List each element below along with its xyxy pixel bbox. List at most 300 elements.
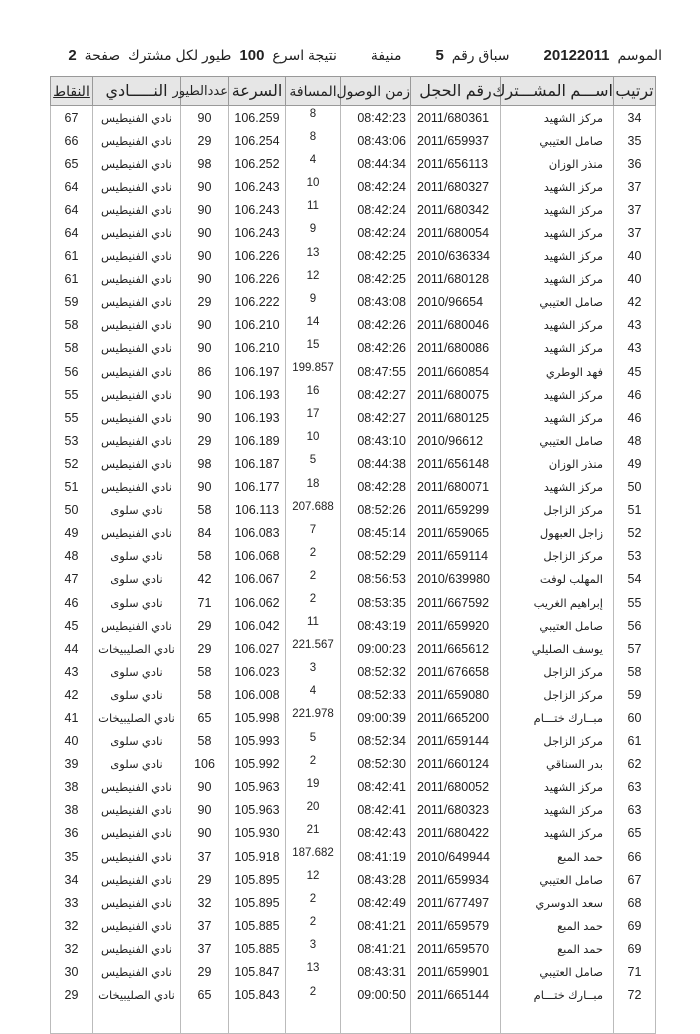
- table-row: [51, 937, 656, 960]
- season-label: الموسم: [617, 47, 662, 63]
- arrival-cell: 08:43:06: [341, 129, 411, 152]
- club-cell: نادي سلوى: [93, 499, 181, 522]
- name-cell: منذر الوزان: [501, 152, 614, 175]
- rank-cell: 37: [614, 175, 656, 198]
- arrival-cell: 09:00:39: [341, 706, 411, 729]
- club-cell: نادي سلوى: [93, 660, 181, 683]
- speed-cell: 106.189: [229, 429, 286, 452]
- rank-cell: 34: [614, 106, 656, 130]
- arrival-cell: 08:42:25: [341, 245, 411, 268]
- rank-cell: 43: [614, 337, 656, 360]
- points-cell: 64: [51, 198, 93, 221]
- ring-cell: 2011/656113: [411, 152, 501, 175]
- points-cell: 47: [51, 568, 93, 591]
- speed-cell: 105.963: [229, 799, 286, 822]
- report-header: [52, 47, 662, 67]
- speed-cell: 106.067: [229, 568, 286, 591]
- speed-cell: 106.083: [229, 522, 286, 545]
- name-cell: مركز الشهيد: [501, 175, 614, 198]
- speed-cell: 105.930: [229, 822, 286, 845]
- points-cell: 66: [51, 129, 93, 152]
- club-cell: نادي الفنيطيس: [93, 429, 181, 452]
- speed-cell: 106.243: [229, 198, 286, 221]
- ring-cell: 2011/680086: [411, 337, 501, 360]
- birds-cell: 37: [181, 914, 229, 937]
- points-cell: 51: [51, 476, 93, 499]
- season-value: 20122011: [543, 47, 610, 64]
- speed-cell: 106.226: [229, 245, 286, 268]
- club-cell: نادي الفنيطيس: [93, 822, 181, 845]
- distance-cell: 5: [286, 730, 341, 753]
- race-location: منيفة: [370, 47, 402, 63]
- rank-cell: 36: [614, 152, 656, 175]
- arrival-cell: 08:41:21: [341, 914, 411, 937]
- speed-cell: 105.993: [229, 730, 286, 753]
- arrival-cell: 08:42:49: [341, 891, 411, 914]
- name-cell: مركز الزاجل: [501, 545, 614, 568]
- distance-cell: 4: [286, 152, 341, 175]
- arrival-cell: 08:52:32: [341, 660, 411, 683]
- name-cell: صامل العتيبي: [501, 868, 614, 891]
- name-cell: مبــارك ختـــام: [501, 706, 614, 729]
- table-row: [51, 152, 656, 175]
- ring-cell: 2011/680422: [411, 822, 501, 845]
- empty-cell: [614, 1007, 656, 1034]
- name-cell: منذر الوزان: [501, 452, 614, 475]
- ring-cell: 2011/680323: [411, 799, 501, 822]
- race-number: 5: [435, 47, 444, 64]
- points-cell: 38: [51, 799, 93, 822]
- name-cell: صامل العتيبي: [501, 960, 614, 983]
- name-cell: فهد الوطري: [501, 360, 614, 383]
- rank-cell: 43: [614, 314, 656, 337]
- result-label: نتيجة اسرع: [272, 47, 337, 63]
- points-cell: 35: [51, 845, 93, 868]
- ring-cell: 2011/659570: [411, 937, 501, 960]
- points-cell: 32: [51, 914, 93, 937]
- distance-cell: 2: [286, 984, 341, 1007]
- table-row: [51, 245, 656, 268]
- table-filler-row: [51, 1007, 656, 1034]
- distance-cell: 12: [286, 868, 341, 891]
- rank-cell: 63: [614, 776, 656, 799]
- name-cell: زاجل العبهول: [501, 522, 614, 545]
- distance-cell: 8: [286, 129, 341, 152]
- speed-cell: 106.042: [229, 614, 286, 637]
- ring-cell: 2010/96612: [411, 429, 501, 452]
- name-cell: مركز الشهيد: [501, 198, 614, 221]
- ring-cell: 2011/680327: [411, 175, 501, 198]
- points-cell: 44: [51, 637, 93, 660]
- table-row: [51, 476, 656, 499]
- distance-cell: 221.978: [286, 706, 341, 729]
- birds-cell: 90: [181, 245, 229, 268]
- points-cell: 38: [51, 776, 93, 799]
- name-cell: المهلب لوفت: [501, 568, 614, 591]
- ring-cell: 2011/659144: [411, 730, 501, 753]
- ring-cell: 2011/680342: [411, 198, 501, 221]
- points-cell: 43: [51, 660, 93, 683]
- table-row: [51, 960, 656, 983]
- points-cell: 67: [51, 106, 93, 130]
- club-cell: نادي سلوى: [93, 591, 181, 614]
- club-cell: نادي الفنيطيس: [93, 383, 181, 406]
- col-distance: المسافة: [286, 77, 341, 106]
- birds-cell: 29: [181, 614, 229, 637]
- distance-cell: 13: [286, 960, 341, 983]
- table-row: [51, 268, 656, 291]
- speed-cell: 105.992: [229, 753, 286, 776]
- distance-cell: 9: [286, 291, 341, 314]
- table-header-row: [51, 77, 656, 106]
- table-row: [51, 891, 656, 914]
- ring-cell: 2011/680054: [411, 221, 501, 244]
- table-row: [51, 637, 656, 660]
- table-row: [51, 614, 656, 637]
- name-cell: مركز الشهيد: [501, 245, 614, 268]
- birds-cell: 90: [181, 268, 229, 291]
- distance-cell: 18: [286, 476, 341, 499]
- speed-cell: 106.187: [229, 452, 286, 475]
- speed-cell: 106.113: [229, 499, 286, 522]
- club-cell: نادي الصليبيخات: [93, 706, 181, 729]
- col-arrival: زمن الوصول: [341, 77, 411, 106]
- table-row: [51, 314, 656, 337]
- speed-cell: 106.068: [229, 545, 286, 568]
- ring-cell: 2011/659579: [411, 914, 501, 937]
- speed-cell: 106.259: [229, 106, 286, 130]
- arrival-cell: 08:41:21: [341, 937, 411, 960]
- ring-cell: 2011/660854: [411, 360, 501, 383]
- club-cell: نادي الفنيطيس: [93, 106, 181, 130]
- empty-cell: [93, 1007, 181, 1034]
- club-cell: نادي الفنيطيس: [93, 291, 181, 314]
- arrival-cell: 08:42:26: [341, 314, 411, 337]
- club-cell: نادي الفنيطيس: [93, 868, 181, 891]
- points-cell: 30: [51, 960, 93, 983]
- name-cell: مركز الزاجل: [501, 499, 614, 522]
- arrival-cell: 08:52:29: [341, 545, 411, 568]
- points-cell: 32: [51, 937, 93, 960]
- ring-cell: 2011/667592: [411, 591, 501, 614]
- name-cell: حمد المبع: [501, 937, 614, 960]
- distance-cell: 19: [286, 776, 341, 799]
- distance-cell: 207.688: [286, 499, 341, 522]
- birds-cell: 71: [181, 591, 229, 614]
- points-cell: 46: [51, 591, 93, 614]
- name-cell: مركز الزاجل: [501, 730, 614, 753]
- birds-cell: 29: [181, 291, 229, 314]
- table-row: [51, 452, 656, 475]
- arrival-cell: 08:42:26: [341, 337, 411, 360]
- arrival-cell: 08:43:10: [341, 429, 411, 452]
- arrival-cell: 08:43:28: [341, 868, 411, 891]
- points-cell: 65: [51, 152, 93, 175]
- club-cell: نادي الفنيطيس: [93, 452, 181, 475]
- name-cell: مركز الزاجل: [501, 683, 614, 706]
- distance-cell: 7: [286, 522, 341, 545]
- speed-cell: 106.027: [229, 637, 286, 660]
- speed-cell: 106.210: [229, 314, 286, 337]
- rank-cell: 57: [614, 637, 656, 660]
- points-cell: 33: [51, 891, 93, 914]
- arrival-cell: 08:42:41: [341, 799, 411, 822]
- table-row: [51, 868, 656, 891]
- points-cell: 39: [51, 753, 93, 776]
- arrival-cell: 08:45:14: [341, 522, 411, 545]
- table-row: [51, 106, 656, 130]
- club-cell: نادي الفنيطيس: [93, 937, 181, 960]
- table-row: [51, 799, 656, 822]
- speed-cell: 105.895: [229, 868, 286, 891]
- rank-cell: 60: [614, 706, 656, 729]
- club-cell: نادي الفنيطيس: [93, 314, 181, 337]
- ring-cell: 2011/659934: [411, 868, 501, 891]
- page-number: 2: [68, 47, 77, 64]
- club-cell: نادي الصليبيخات: [93, 637, 181, 660]
- table-row: [51, 706, 656, 729]
- table-row: [51, 660, 656, 683]
- club-cell: نادي سلوى: [93, 683, 181, 706]
- distance-cell: 199.857: [286, 360, 341, 383]
- points-cell: 55: [51, 406, 93, 429]
- distance-cell: 11: [286, 198, 341, 221]
- speed-cell: 106.243: [229, 221, 286, 244]
- birds-cell: 42: [181, 568, 229, 591]
- table-row: [51, 175, 656, 198]
- rank-cell: 49: [614, 452, 656, 475]
- distance-cell: 15: [286, 337, 341, 360]
- table-row: [51, 129, 656, 152]
- name-cell: مبــارك ختـــام: [501, 984, 614, 1007]
- empty-cell: [286, 1007, 341, 1034]
- arrival-cell: 08:42:24: [341, 198, 411, 221]
- speed-cell: 106.062: [229, 591, 286, 614]
- distance-cell: 4: [286, 683, 341, 706]
- distance-cell: 12: [286, 268, 341, 291]
- speed-cell: 106.193: [229, 406, 286, 429]
- distance-cell: 3: [286, 660, 341, 683]
- points-cell: 64: [51, 175, 93, 198]
- arrival-cell: 08:43:31: [341, 960, 411, 983]
- birds-cell: 98: [181, 152, 229, 175]
- col-club: النـــــادي: [93, 77, 181, 106]
- ring-cell: 2011/680125: [411, 406, 501, 429]
- rank-cell: 42: [614, 291, 656, 314]
- table-row: [51, 683, 656, 706]
- birds-cell: 90: [181, 106, 229, 130]
- ring-cell: 2011/660124: [411, 753, 501, 776]
- speed-cell: 105.843: [229, 984, 286, 1007]
- birds-cell: 58: [181, 499, 229, 522]
- rank-cell: 45: [614, 360, 656, 383]
- name-cell: حمد المبع: [501, 914, 614, 937]
- empty-cell: [229, 1007, 286, 1034]
- arrival-cell: 08:52:34: [341, 730, 411, 753]
- page-label: صفحة: [84, 47, 121, 63]
- club-cell: نادي سلوى: [93, 730, 181, 753]
- rank-cell: 69: [614, 937, 656, 960]
- birds-cell: 98: [181, 452, 229, 475]
- birds-cell: 84: [181, 522, 229, 545]
- ring-cell: 2011/680128: [411, 268, 501, 291]
- birds-cell: 90: [181, 383, 229, 406]
- club-cell: نادي الفنيطيس: [93, 476, 181, 499]
- rank-cell: 50: [614, 476, 656, 499]
- points-cell: 40: [51, 730, 93, 753]
- club-cell: نادي الفنيطيس: [93, 960, 181, 983]
- arrival-cell: 08:43:08: [341, 291, 411, 314]
- points-cell: 52: [51, 452, 93, 475]
- distance-cell: 3: [286, 937, 341, 960]
- name-cell: سعد الدوسري: [501, 891, 614, 914]
- rank-cell: 46: [614, 406, 656, 429]
- race-label: سباق رقم: [451, 47, 510, 63]
- empty-cell: [411, 1007, 501, 1034]
- birds-cell: 58: [181, 730, 229, 753]
- rank-cell: 62: [614, 753, 656, 776]
- club-cell: نادي الفنيطيس: [93, 614, 181, 637]
- points-cell: 50: [51, 499, 93, 522]
- results-table: [50, 76, 656, 1034]
- ring-cell: 2011/659901: [411, 960, 501, 983]
- rank-cell: 53: [614, 545, 656, 568]
- distance-cell: 2: [286, 891, 341, 914]
- arrival-cell: 08:44:34: [341, 152, 411, 175]
- birds-cell: 90: [181, 406, 229, 429]
- table-row: [51, 914, 656, 937]
- table-row: [51, 545, 656, 568]
- name-cell: مركز الشهيد: [501, 822, 614, 845]
- birds-cell: 29: [181, 637, 229, 660]
- distance-cell: 11: [286, 614, 341, 637]
- rank-cell: 68: [614, 891, 656, 914]
- rank-cell: 58: [614, 660, 656, 683]
- rank-cell: 40: [614, 245, 656, 268]
- speed-cell: 106.222: [229, 291, 286, 314]
- ring-cell: 2011/665200: [411, 706, 501, 729]
- col-ring: رقم الحجل: [411, 77, 501, 106]
- name-cell: مركز الشهيد: [501, 314, 614, 337]
- points-cell: 64: [51, 221, 93, 244]
- points-cell: 61: [51, 245, 93, 268]
- rank-cell: 35: [614, 129, 656, 152]
- table-row: [51, 753, 656, 776]
- club-cell: نادي سلوى: [93, 753, 181, 776]
- club-cell: نادي سلوى: [93, 568, 181, 591]
- points-cell: 49: [51, 522, 93, 545]
- distance-cell: 2: [286, 753, 341, 776]
- table-row: [51, 984, 656, 1007]
- points-cell: 61: [51, 268, 93, 291]
- ring-cell: 2011/680361: [411, 106, 501, 130]
- points-cell: 41: [51, 706, 93, 729]
- rank-cell: 65: [614, 822, 656, 845]
- ring-cell: 2010/636334: [411, 245, 501, 268]
- ring-cell: 2011/665144: [411, 984, 501, 1007]
- club-cell: نادي سلوى: [93, 545, 181, 568]
- table-row: [51, 730, 656, 753]
- table-row: [51, 568, 656, 591]
- rank-cell: 55: [614, 591, 656, 614]
- distance-cell: 8: [286, 106, 341, 130]
- distance-cell: 10: [286, 429, 341, 452]
- name-cell: مركز الشهيد: [501, 776, 614, 799]
- ring-cell: 2011/677497: [411, 891, 501, 914]
- speed-cell: 106.243: [229, 175, 286, 198]
- birds-cell: 90: [181, 337, 229, 360]
- club-cell: نادي الصليبيخات: [93, 984, 181, 1007]
- rank-cell: 63: [614, 799, 656, 822]
- birds-limit: 100: [239, 47, 265, 64]
- arrival-cell: 08:44:38: [341, 452, 411, 475]
- points-cell: 55: [51, 383, 93, 406]
- club-cell: نادي الفنيطيس: [93, 360, 181, 383]
- distance-cell: 9: [286, 221, 341, 244]
- arrival-cell: 08:42:23: [341, 106, 411, 130]
- arrival-cell: 08:42:24: [341, 221, 411, 244]
- birds-cell: 90: [181, 822, 229, 845]
- rank-cell: 59: [614, 683, 656, 706]
- club-cell: نادي الفنيطيس: [93, 245, 181, 268]
- distance-cell: 20: [286, 799, 341, 822]
- name-cell: مركز الشهيد: [501, 221, 614, 244]
- rank-cell: 69: [614, 914, 656, 937]
- arrival-cell: 08:42:41: [341, 776, 411, 799]
- rank-cell: 48: [614, 429, 656, 452]
- name-cell: إبراهيم الغريب: [501, 591, 614, 614]
- club-cell: نادي الفنيطيس: [93, 152, 181, 175]
- club-cell: نادي الفنيطيس: [93, 129, 181, 152]
- birds-cell: 29: [181, 960, 229, 983]
- speed-cell: 106.226: [229, 268, 286, 291]
- birds-cell: 90: [181, 799, 229, 822]
- birds-cell: 65: [181, 706, 229, 729]
- rank-cell: 66: [614, 845, 656, 868]
- speed-cell: 106.254: [229, 129, 286, 152]
- speed-cell: 106.023: [229, 660, 286, 683]
- table-row: [51, 406, 656, 429]
- points-cell: 58: [51, 314, 93, 337]
- table-row: [51, 499, 656, 522]
- distance-cell: 16: [286, 383, 341, 406]
- table-row: [51, 291, 656, 314]
- name-cell: مركز الشهيد: [501, 337, 614, 360]
- club-cell: نادي الفنيطيس: [93, 406, 181, 429]
- arrival-cell: 08:42:43: [341, 822, 411, 845]
- speed-cell: 105.895: [229, 891, 286, 914]
- name-cell: مركز الشهيد: [501, 799, 614, 822]
- table-row: [51, 360, 656, 383]
- table-row: [51, 429, 656, 452]
- points-cell: 59: [51, 291, 93, 314]
- table-row: [51, 822, 656, 845]
- empty-cell: [501, 1007, 614, 1034]
- ring-cell: 2011/680075: [411, 383, 501, 406]
- distance-cell: 2: [286, 591, 341, 614]
- birds-cell: 32: [181, 891, 229, 914]
- speed-cell: 105.998: [229, 706, 286, 729]
- speed-cell: 106.193: [229, 383, 286, 406]
- name-cell: مركز الشهيد: [501, 383, 614, 406]
- table-row: [51, 845, 656, 868]
- arrival-cell: 08:42:25: [341, 268, 411, 291]
- name-cell: مركز الشهيد: [501, 406, 614, 429]
- distance-cell: 17: [286, 406, 341, 429]
- birds-cell: 90: [181, 175, 229, 198]
- distance-cell: 14: [286, 314, 341, 337]
- arrival-cell: 08:43:19: [341, 614, 411, 637]
